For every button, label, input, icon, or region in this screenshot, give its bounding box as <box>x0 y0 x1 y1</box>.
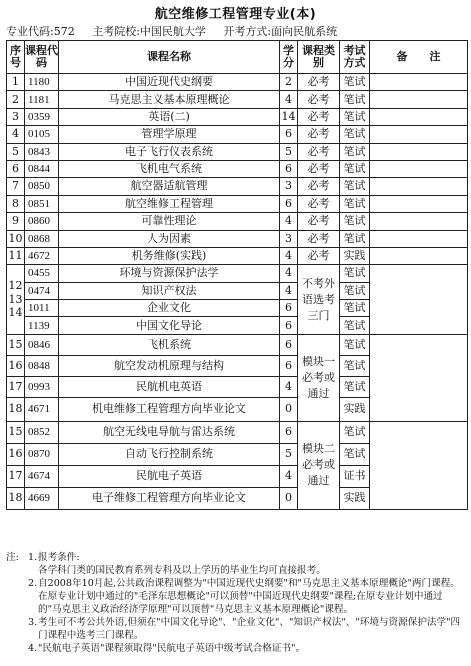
cell-seq: 17 <box>7 376 25 397</box>
cell-credit: 4 <box>280 376 298 397</box>
table-row <box>7 334 468 355</box>
cell-name: 马克思主义基本原理概论 <box>59 91 280 108</box>
header-name: 课程名称 <box>59 41 280 74</box>
cell-seq: 7 <box>7 178 25 195</box>
cell-method: 笔试 <box>340 230 370 247</box>
cell-remark <box>370 160 468 177</box>
cell-remark <box>370 74 468 91</box>
cell-method: 笔试 <box>340 213 370 230</box>
note-text: 报考条件: <box>38 552 80 563</box>
cell-method: 笔试 <box>340 74 370 91</box>
cell-seq: 4 <box>7 126 25 143</box>
table-row <box>7 74 468 91</box>
note-item <box>6 577 466 616</box>
cell-code: 4671 <box>25 397 59 421</box>
cell-seq: 2 <box>7 91 25 108</box>
cell-category: 必考 <box>298 126 340 143</box>
cell-method: 笔试 <box>340 126 370 143</box>
cell-credit: 6 <box>280 317 298 334</box>
cell-credit: 6 <box>280 195 298 212</box>
table-row <box>7 178 468 195</box>
table-row <box>7 91 468 108</box>
cell-method: 笔试 <box>340 355 370 376</box>
cell-category: 必考 <box>298 160 340 177</box>
cell-seq: 16 <box>7 443 25 465</box>
cell-credit: 6 <box>280 334 298 355</box>
cell-category-module-one: 模块一 必考或 通过 <box>298 334 340 421</box>
cell-name: 电子维修工程管理方向毕业论文 <box>59 487 280 509</box>
cell-remark <box>370 213 468 230</box>
cell-seq: 15 <box>7 421 25 443</box>
cell-name: 中国近现代史纲要 <box>59 74 280 91</box>
cell-method: 实践 <box>340 397 370 421</box>
cell-remark <box>370 265 468 335</box>
header-method: 考试方式 <box>340 41 370 74</box>
table-row <box>7 213 468 230</box>
cell-method: 笔试 <box>340 108 370 125</box>
cell-code: 1180 <box>25 74 59 91</box>
note-number: 1. <box>28 552 38 563</box>
cell-category: 必考 <box>298 230 340 247</box>
cell-name: 航空无线电导航与雷达系统 <box>59 421 280 443</box>
cell-category: 必考 <box>298 74 340 91</box>
note-text: 各学科门类的国民教育系列专科及以上学历的毕业生均可直接报考。 <box>38 565 326 576</box>
cell-code: 0105 <box>25 126 59 143</box>
cell-seq: 6 <box>7 160 25 177</box>
cell-credit: 4 <box>280 247 298 264</box>
cell-name: 环境与资源保护法学 <box>59 265 280 282</box>
cell-code: 0359 <box>25 108 59 125</box>
cell-method: 笔试 <box>340 334 370 355</box>
table-header-row <box>7 41 468 74</box>
cell-code: 0843 <box>25 143 59 160</box>
cell-seq: 3 <box>7 108 25 125</box>
cell-name: 管理学原理 <box>59 126 280 143</box>
cell-method: 证书 <box>340 465 370 487</box>
cell-seq-merged: 12 13 14 <box>7 265 25 335</box>
cell-seq: 17 <box>7 465 25 487</box>
cell-seq: 11 <box>7 247 25 264</box>
cell-code: 4674 <box>25 465 59 487</box>
cell-method: 笔试 <box>340 160 370 177</box>
table-row <box>7 195 468 212</box>
cell-seq: 15 <box>7 334 25 355</box>
cell-name: 英语(二) <box>59 108 280 125</box>
cell-credit: 14 <box>280 108 298 125</box>
cell-seq: 10 <box>7 230 25 247</box>
cell-seq: 1 <box>7 74 25 91</box>
header-code: 课程代码 <box>25 41 59 74</box>
cell-credit: 6 <box>280 355 298 376</box>
cell-credit: 6 <box>280 160 298 177</box>
cell-category-module-two: 模块二 必考或 通过 <box>298 421 340 509</box>
cell-name: 航空发动机原理与结构 <box>59 355 280 376</box>
note-number: 4. <box>28 643 38 654</box>
cell-method: 笔试 <box>340 300 370 317</box>
cell-name: 自动飞行控制系统 <box>59 443 280 465</box>
cell-category: 必考 <box>298 247 340 264</box>
cell-code: 0844 <box>25 160 59 177</box>
cell-method: 笔试 <box>340 421 370 443</box>
cell-method: 笔试 <box>340 178 370 195</box>
header-seq: 序号 <box>7 41 25 74</box>
cell-name: 民航电子英语 <box>59 465 280 487</box>
cell-seq: 16 <box>7 355 25 376</box>
cell-code: 4672 <box>25 247 59 264</box>
cell-code: 0993 <box>25 376 59 397</box>
cell-remark <box>370 91 468 108</box>
cell-name: 飞机系统 <box>59 334 280 355</box>
cell-credit: 3 <box>280 178 298 195</box>
cell-credit: 6 <box>280 421 298 443</box>
cell-category: 必考 <box>298 178 340 195</box>
exam-mode: 开考方式:面向民航系统 <box>223 25 338 38</box>
course-table <box>6 40 468 510</box>
cell-method: 笔试 <box>340 282 370 299</box>
cell-method: 笔试 <box>340 143 370 160</box>
cell-method: 实践 <box>340 487 370 509</box>
cell-seq: 9 <box>7 213 25 230</box>
cell-method: 笔试 <box>340 195 370 212</box>
cell-remark <box>370 247 468 264</box>
table-row <box>7 160 468 177</box>
cell-remark <box>370 334 468 421</box>
cell-credit: 4 <box>280 213 298 230</box>
header-category: 课程类别 <box>298 41 340 74</box>
table-row <box>7 108 468 125</box>
cell-code: 0474 <box>25 282 59 299</box>
note-text: 考生可不考公共外语,但须在"中国文化导论"、"企业文化"、"知识产权法"、"环境与资源保护法学"四门课程中选考三门课程。 <box>38 617 461 641</box>
cell-remark <box>370 178 468 195</box>
cell-code: 0848 <box>25 355 59 376</box>
program-code: 专业代码:572 <box>6 25 75 38</box>
cell-name: 机务维修(实践) <box>59 247 280 264</box>
cell-method: 笔试 <box>340 91 370 108</box>
header-remark: 备 注 <box>370 41 468 74</box>
host-school: 主考院校:中国民航大学 <box>92 25 206 38</box>
cell-code: 4669 <box>25 487 59 509</box>
cell-code: 0455 <box>25 265 59 282</box>
cell-credit: 4 <box>280 265 298 282</box>
cell-code: 0860 <box>25 213 59 230</box>
cell-remark <box>370 108 468 125</box>
cell-name: 人为因素 <box>59 230 280 247</box>
cell-name: 航空维修工程管理 <box>59 195 280 212</box>
cell-seq: 8 <box>7 195 25 212</box>
cell-code: 1139 <box>25 317 59 334</box>
table-row <box>7 230 468 247</box>
cell-code: 1011 <box>25 300 59 317</box>
cell-name: 可靠性理论 <box>59 213 280 230</box>
cell-remark <box>370 230 468 247</box>
cell-credit: 0 <box>280 487 298 509</box>
cell-category: 必考 <box>298 213 340 230</box>
cell-credit: 5 <box>280 143 298 160</box>
cell-credit: 4 <box>280 282 298 299</box>
page-title: 航空维修工程管理专业(本) <box>154 7 317 22</box>
cell-credit: 0 <box>280 397 298 421</box>
header-credit: 学分 <box>280 41 298 74</box>
table-row <box>7 126 468 143</box>
cell-remark <box>370 421 468 509</box>
cell-code: 0850 <box>25 178 59 195</box>
note-text: "民航电子英语"课程须取得"民航电子英语中级考试合格证书"。 <box>38 643 306 654</box>
cell-seq: 18 <box>7 487 25 509</box>
cell-seq: 5 <box>7 143 25 160</box>
cell-category: 必考 <box>298 195 340 212</box>
cell-name: 企业文化 <box>59 300 280 317</box>
cell-name: 知识产权法 <box>59 282 280 299</box>
table-row <box>7 421 468 443</box>
cell-name: 中国文化导论 <box>59 317 280 334</box>
table-row <box>7 265 468 282</box>
note-number: 2. <box>28 578 38 589</box>
cell-name: 航空器适航管理 <box>59 178 280 195</box>
cell-credit: 6 <box>280 126 298 143</box>
cell-seq: 18 <box>7 397 25 421</box>
cell-code: 0846 <box>25 334 59 355</box>
cell-credit: 2 <box>280 74 298 91</box>
cell-code: 0852 <box>25 421 59 443</box>
note-text: 自2008年10月起,公共政治课程调整为"中国近现代史纲要"和"马克思主义基本原理概论"两门课程。在原专业计划中通过的"毛泽东思想概论"可以顶替"中国近现代史纲要"课程;在原专业计划中通过的"马克思主义政治经济学原理"可以顶替"马克思主义基本原理概论"课程。 <box>38 578 460 615</box>
cell-credit: 3 <box>280 230 298 247</box>
table-row <box>7 247 468 264</box>
note-number: 3. <box>28 617 38 628</box>
cell-name: 民航机电英语 <box>59 376 280 397</box>
table-row <box>7 143 468 160</box>
cell-credit: 6 <box>280 300 298 317</box>
cell-method: 笔试 <box>340 317 370 334</box>
cell-name: 电子飞行仪表系统 <box>59 143 280 160</box>
cell-method: 实践 <box>340 247 370 264</box>
notes-section <box>6 551 466 655</box>
cell-method: 笔试 <box>340 376 370 397</box>
note-item <box>6 642 466 655</box>
cell-category: 必考 <box>298 108 340 125</box>
program-meta <box>6 23 351 39</box>
cell-remark <box>370 195 468 212</box>
cell-method: 笔试 <box>340 265 370 282</box>
note-item <box>6 551 466 564</box>
cell-credit: 4 <box>280 465 298 487</box>
cell-name: 机电维修工程管理方向毕业论文 <box>59 397 280 421</box>
cell-code: 0868 <box>25 230 59 247</box>
cell-code: 0870 <box>25 443 59 465</box>
cell-credit: 4 <box>280 91 298 108</box>
cell-category: 必考 <box>298 143 340 160</box>
note-item <box>6 616 466 642</box>
cell-name: 飞机电气系统 <box>59 160 280 177</box>
cell-category: 必考 <box>298 91 340 108</box>
notes-heading: 注: <box>6 552 19 563</box>
cell-code: 0851 <box>25 195 59 212</box>
cell-category-elective: 不考外 语选考 三门 <box>298 265 340 335</box>
cell-method: 笔试 <box>340 443 370 465</box>
cell-remark <box>370 126 468 143</box>
cell-code: 1181 <box>25 91 59 108</box>
cell-credit: 5 <box>280 443 298 465</box>
note-item <box>6 564 466 577</box>
cell-remark <box>370 143 468 160</box>
